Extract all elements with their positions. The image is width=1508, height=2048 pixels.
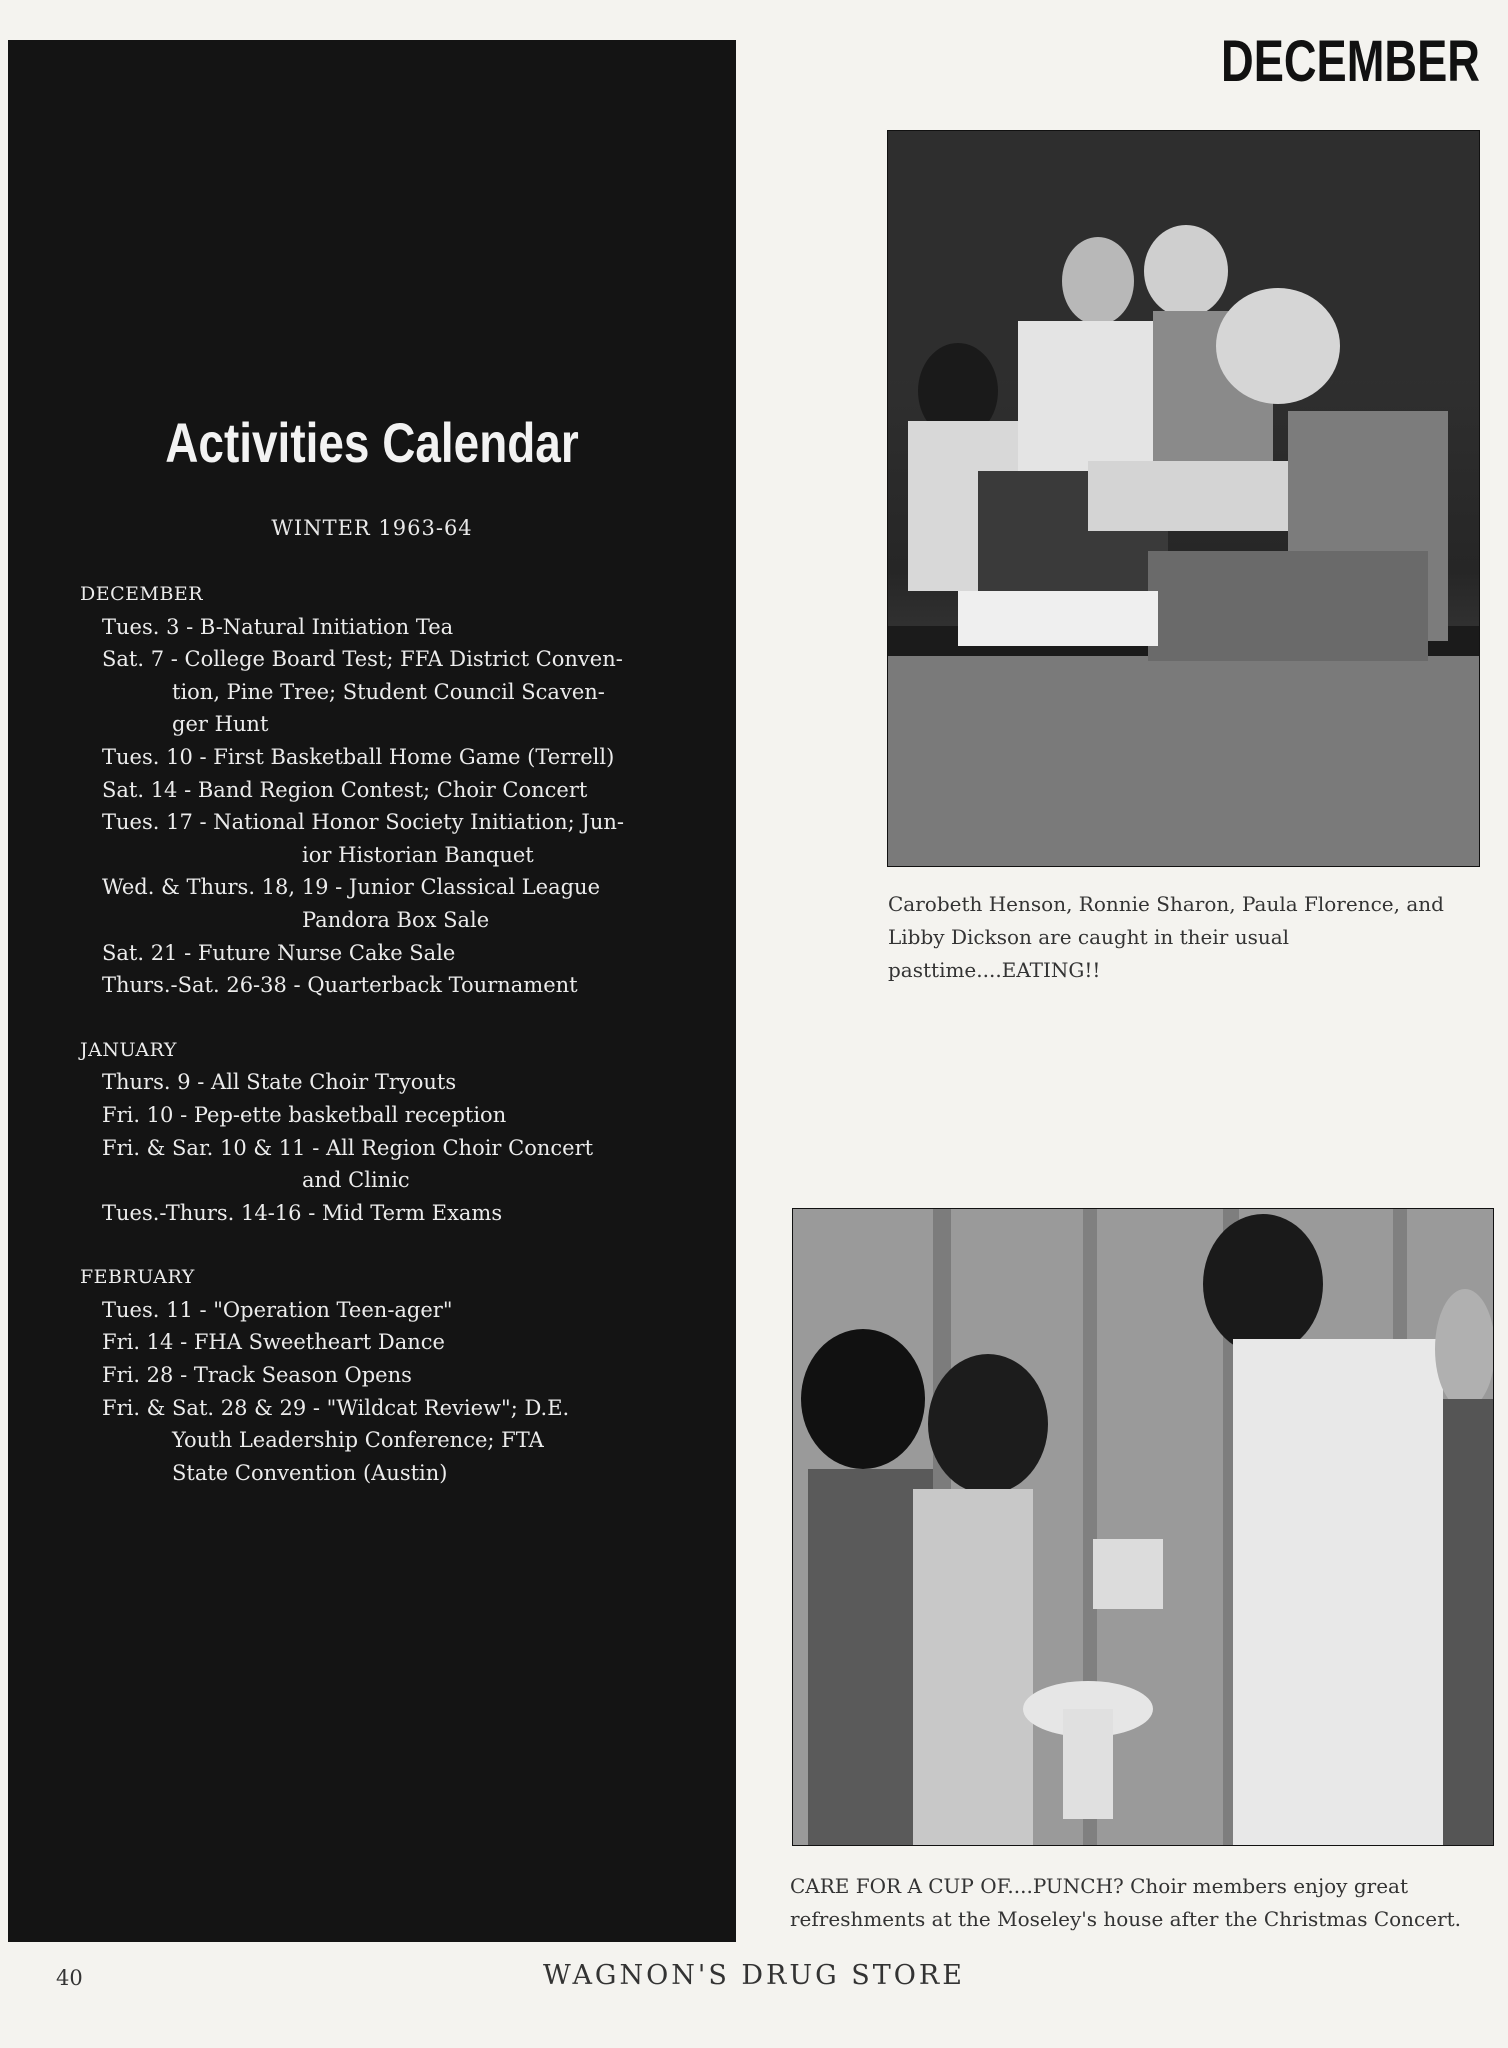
calendar-month-name: JANUARY <box>80 1038 177 1061</box>
calendar-event <box>80 806 700 871</box>
photo-caption-punch: CARE FOR A CUP OF....PUNCH? Choir members enjoy great refreshments at the Moseley's house after the Christmas Concert. <box>790 1874 1462 1931</box>
calendar-month-name: FEBRUARY <box>80 1266 195 1289</box>
calendar-event-text: Sat. 21 - Future Nurse Cake Sale <box>102 940 456 965</box>
calendar-event-text: Tues. 10 - First Basketball Home Game (Terrell) <box>102 744 615 769</box>
page-number: 40 <box>56 1966 83 1990</box>
photo-choir-punch <box>792 1208 1494 1846</box>
calendar-month <box>80 578 700 1002</box>
calendar-event <box>80 969 700 1002</box>
calendar-event-text: Fri. & Sar. 10 & 11 - All Region Choir Concert <box>102 1135 594 1160</box>
calendar-month-name: DECEMBER <box>80 583 204 605</box>
photo-students-eating-image <box>888 131 1479 866</box>
calendar-event-text: Sat. 7 - College Board Test; FFA District Conven- <box>102 647 623 672</box>
calendar-event <box>80 1294 700 1327</box>
calendar-event <box>80 774 700 807</box>
calendar-event <box>80 1132 700 1197</box>
calendar-event <box>80 1326 700 1359</box>
calendar-event-text: Fri. 28 - Track Season Opens <box>102 1363 412 1388</box>
calendar-event-text: Sat. 14 - Band Region Contest; Choir Concert <box>102 777 588 802</box>
calendar-event-continuation: ger Hunt <box>172 712 269 737</box>
calendar-event-text: Thurs. 9 - All State Choir Tryouts <box>102 1070 457 1095</box>
calendar-event-continuation: State Convention (Austin) <box>172 1460 448 1485</box>
calendar-event-continuation: Pandora Box Sale <box>302 907 490 932</box>
calendar-event <box>80 741 700 774</box>
calendar-event-text: Fri. & Sat. 28 & 29 - "Wildcat Review"; D.E. <box>102 1395 570 1420</box>
calendar-event-continuation: Youth Leadership Conference; FTA <box>172 1428 544 1453</box>
calendar-event <box>80 1066 700 1099</box>
calendar-event-continuation: ior Historian Banquet <box>302 842 534 867</box>
calendar-event <box>80 937 700 970</box>
calendar-event-continuation: tion, Pine Tree; Student Council Scaven- <box>172 679 605 704</box>
calendar-list <box>80 578 700 1489</box>
calendar-event <box>80 643 700 741</box>
calendar-event-text: Tues. 11 - "Operation Teen-ager" <box>102 1297 453 1322</box>
calendar-event <box>80 611 700 644</box>
calendar-event-text: Fri. 14 - FHA Sweetheart Dance <box>102 1330 445 1355</box>
calendar-event-text: Fri. 10 - Pep-ette basketball reception <box>102 1102 507 1127</box>
calendar-month <box>80 1034 700 1230</box>
calendar-event <box>80 1392 700 1490</box>
calendar-event-text: Tues.-Thurs. 14-16 - Mid Term Exams <box>102 1200 503 1225</box>
calendar-event-text: Tues. 17 - National Honor Society Initiation; Jun- <box>102 810 624 835</box>
calendar-event-continuation: and Clinic <box>302 1168 410 1193</box>
calendar-event <box>80 1359 700 1392</box>
calendar-panel <box>8 40 736 1942</box>
calendar-event-text: Tues. 3 - B-Natural Initiation Tea <box>102 614 454 639</box>
calendar-event <box>80 871 700 936</box>
calendar-event <box>80 1099 700 1132</box>
calendar-month <box>80 1261 700 1489</box>
calendar-event <box>80 1197 700 1230</box>
calendar-event-text: Thurs.-Sat. 26-38 - Quarterback Tournament <box>102 973 578 998</box>
calendar-subtitle: WINTER 1963-64 <box>271 516 473 540</box>
photo-caption-eating: Carobeth Henson, Ronnie Sharon, Paula Florence, and Libby Dickson are caught in their usual pasttime....EATING!! <box>888 892 1444 982</box>
photo-choir-punch-image <box>793 1209 1493 1845</box>
photo-students-eating <box>887 130 1480 867</box>
calendar-event-text: Wed. & Thurs. 18, 19 - Junior Classical League <box>102 875 601 900</box>
calendar-title: Activities Calendar <box>165 411 579 474</box>
sponsor-footer: WAGNON'S DRUG STORE <box>543 1960 965 1991</box>
page-title: DECEMBER <box>1221 29 1480 94</box>
